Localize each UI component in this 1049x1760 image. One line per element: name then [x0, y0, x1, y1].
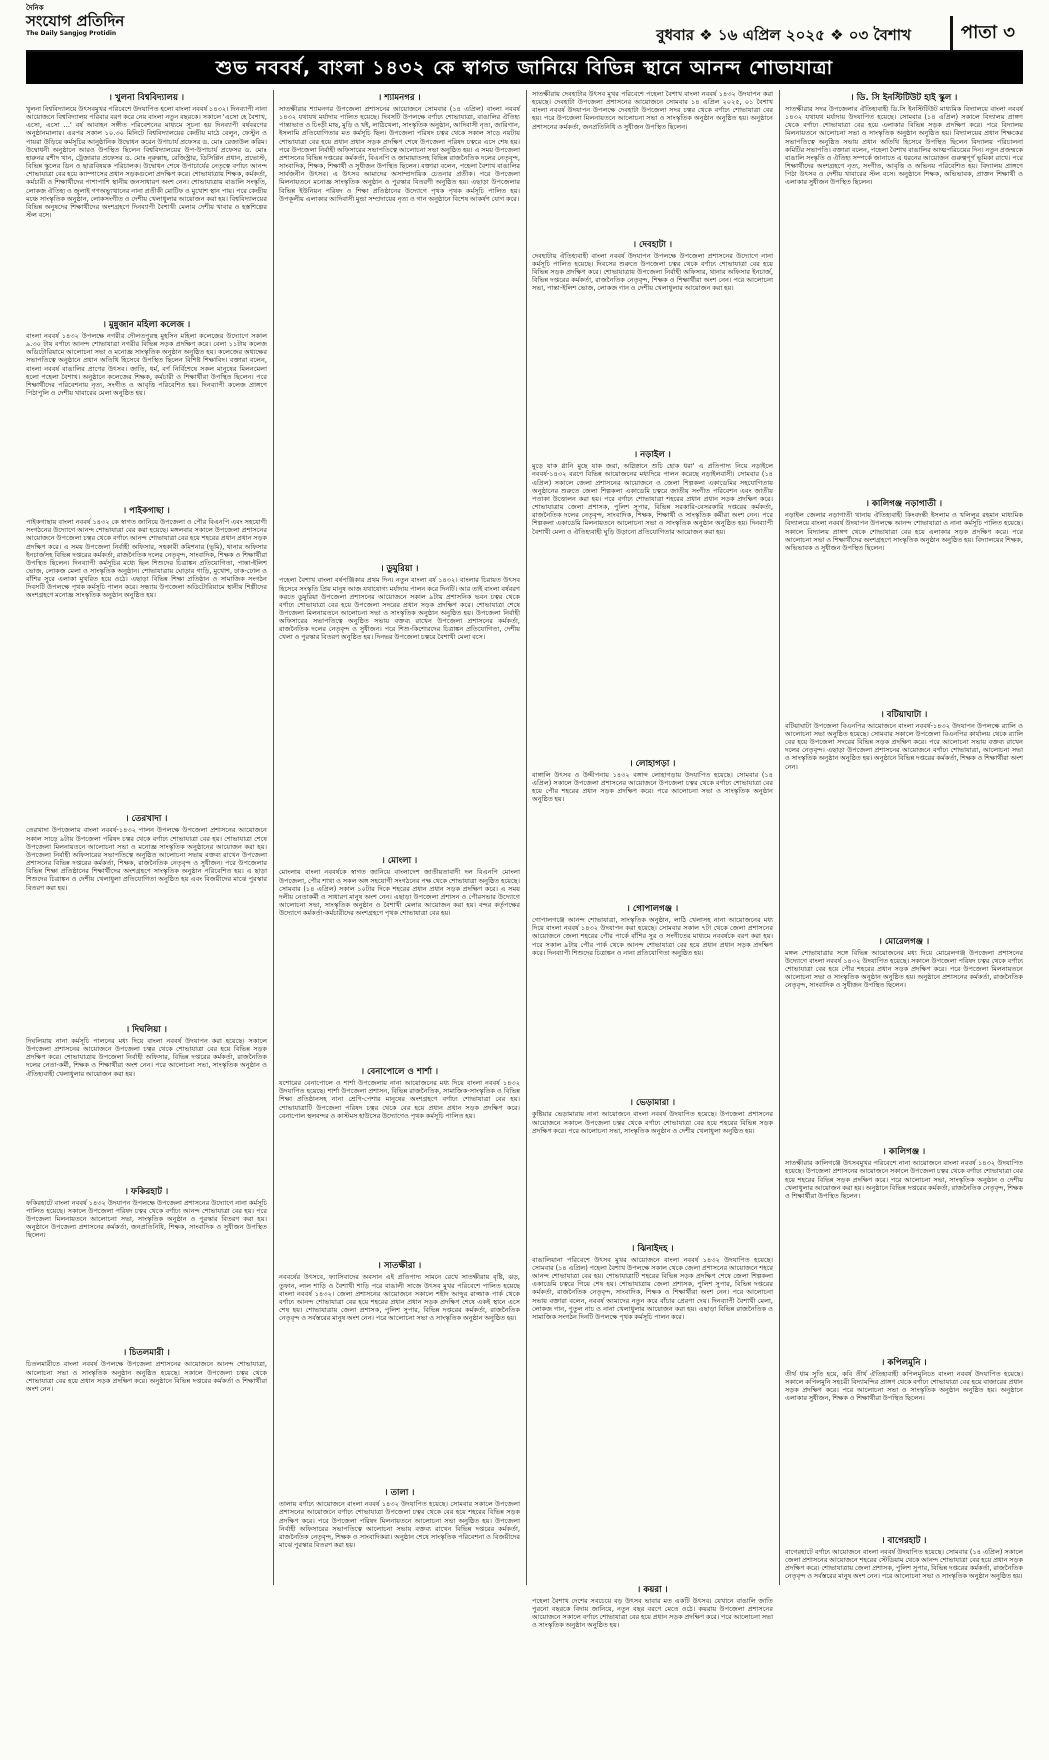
section-heading: । মোরেলগঞ্জ । — [878, 936, 930, 947]
news-section — [279, 856, 520, 1064]
section-heading: । নড়াইল । — [634, 450, 671, 461]
news-section — [26, 320, 267, 503]
newspaper-logo[interactable] — [26, 4, 176, 48]
news-section — [26, 93, 267, 317]
section-heading: । ডুমুরিয়া । — [380, 564, 419, 575]
section-heading: । বেনাপোলে ও শার্শা । — [360, 1067, 439, 1078]
section-heading: । পাইকগাছা । — [123, 506, 170, 517]
news-section — [532, 1098, 773, 1240]
body-text: সাতক্ষীরার সদর উপজেলার ঐতিহ্যবাহী ডি.সি ইনস্টিটিউট মাধ্যমিক বিদ্যালয়ে বাংলা নববর্ষ ১৪৩২ যথাযথ মর্যাদায় উদযাপিত হয়েছে। সোমবার (১৪ এপ্রিল) সকালে বিদ্যালয় প্রাঙ্গণ থেকে বর্ণাঢ্য শোভাযাত্রা বের হয়ে এলাকার বিভিন্ন সড়ক প্রদক্ষিণ করে। পরে বিদ্যালয় মিলনায়তনে আলোচনা সভা ও সাংস্কৃতিক অনুষ্ঠান অনুষ্ঠিত হয়। বিদ্যালয়ের প্রধান শিক্ষকের সভাপতিত্বে অনুষ্ঠিত সভায় প্রধান অতিথি হিসেবে উপস্থিত ছিলেন বিদ্যালয় পরিচালনা কমিটির সভাপতি। বক্তারা বলেন, পহেলা বৈশাখ বাঙালির আত্মপরিচয়ের দিন। নতুন প্রজন্মকে বাঙালি সংস্কৃতি ও ঐতিহ্য সম্পর্কে জানাতে এ ধরনের আয়োজন গুরুত্বপূর্ণ ভূমিকা রাখে। পরে শিক্ষার্থীদের অংশগ্রহণে নৃত্য, সংগীত, আবৃত্তি ও অভিনয় পরিবেশিত হয়। বিদ্যালয় প্রাঙ্গণে পিঠা উৎসব ও দেশীয় খাবারের স্টল বসে। অনুষ্ঠানে শিক্ষক, অভিভাবক, প্রাক্তন শিক্ষার্থী ও এলাকার সুধীজন উপস্থিত ছিলেন। — [785, 105, 1023, 187]
section-heading: । লোহাগড়া । — [629, 758, 676, 769]
body-text: পহেলা বৈশাখ বাংলা বর্ষপঞ্জিকার প্রথম দিন। নতুন বাংলা বর্ষ ১৪৩২। বাংলার চিরায়ত উৎসব হিসেবে সংস্কৃতি প্রিয় মানুষ আজ যথাযোগ্য মর্যাদায় পালন করে দিনটি। আর তাই বাংলা বর্ষবরণ করতে ডুমুরিয়া উপজেলা প্রশাসনের আয়োজনে সকাল ৯টায় প্রশাসনিক ভবন চত্বর থেকে বর্ণাঢ্য শোভাযাত্রা বের হয়ে উপজেলা সদরের প্রধান সড়ক প্রদক্ষিণ করে। শোভাযাত্রা শেষে উপজেলা মিলনায়তনে আলোচনা সভা ও সাংস্কৃতিক অনুষ্ঠান অনুষ্ঠিত হয়। উপজেলা নির্বাহী অফিসারের সভাপতিত্বে অনুষ্ঠিত সভায় বক্তব্য রাখেন উপজেলা প্রশাসনের কর্মকর্তা, রাজনৈতিক দলের নেতৃবৃন্দ ও সুধীজন। পরে শিশু-কিশোরদের চিত্রাঙ্কন প্রতিযোগিতা, দেশীয় খেলা ও পুরস্কার বিতরণ অনুষ্ঠিত হয়। দিনভর উপজেলা চত্বরে বৈশাখী মেলা বসে। — [279, 576, 520, 642]
section-heading: । তালা । — [384, 1488, 415, 1499]
section-body — [532, 462, 773, 755]
column-divider — [779, 90, 780, 1585]
body-text: মুড়ে যাক গ্লানি মুছে যাক জরা, অগ্নিস্নানে শুচি হোক ধরা' এ প্রতিপাদ্য নিয়ে নড়াইলে নববর্ষ-১৪৩২ বরণে বিভিন্ন আয়োজনের মধ্যদিয়ে পালন করেছে নড়াইলবাসী। সোমবার (১৪ এপ্রিল) সকালে জেলা প্রশাসনের আয়োজনে ও জেলা শিল্পকলা একাডেমির সহযোগিতায় অনুষ্ঠানের শুরুতে জেলা শিল্পকলা একাডেমি চত্বরে জাতীয় সংগীত পরিবেশন এবং জাতীয় পতাকা উত্তোলন করা হয়। পরে বর্ণাঢ্য শোভাযাত্রা শহরের প্রধান প্রধান সড়ক প্রদক্ষিণ করে। শোভাযাত্রায় জেলা প্রশাসক, পুলিশ সুপার, বিভিন্ন সরকারি-বেসরকারি দপ্তরের কর্মকর্তা, রাজনৈতিক দলের নেতৃবৃন্দ, সাংবাদিক, শিক্ষক, শিক্ষার্থী ও সাংস্কৃতিক কর্মীরা অংশ নেন। পরে শিল্পকলা একাডেমি মিলনায়তনে আলোচনা সভা ও সাংস্কৃতিক অনুষ্ঠান অনুষ্ঠিত হয়। দিনব্যাপী বৈশাখী মেলা ও ঐতিহ্যবাহী ঘুড়ি উড়ানো প্রতিযোগিতার আয়োজন করা হয়। — [532, 462, 773, 536]
news-section — [785, 1358, 1023, 1533]
section-heading: । গোপালগঞ্জ । — [626, 904, 679, 915]
section-heading: । বাগেরহাট । — [881, 1535, 927, 1546]
masthead — [26, 4, 1023, 52]
column-2 — [279, 90, 520, 1585]
body-text: বাগেরহাটে বর্ণাঢ্য আয়োজনে বাংলা নববর্ষ উদযাপিত হয়েছে। সোমবার (১৪ এপ্রিল) সকালে জেলা প্রশাসনের আয়োজনে শহরের স্টেডিয়াম থেকে আনন্দ শোভাযাত্রা বের হয়ে প্রধান সড়ক প্রদক্ষিণ করে। শোভাযাত্রায় জেলা প্রশাসক, পুলিশ সুপার, বিভিন্ন দপ্তরের কর্মকর্তা, রাজনৈতিক নেতৃবৃন্দ ও সর্বস্তরের মানুষ অংশ নেন। পরে আলোচনা সভা ও সাংস্কৃতিক অনুষ্ঠান অনুষ্ঠিত হয়। — [785, 1547, 1023, 1581]
news-section — [785, 1147, 1023, 1355]
section-body — [532, 252, 773, 448]
section-body — [785, 1159, 1023, 1355]
body-text: ফকিরহাটে বাংলা নববর্ষ ১৪৩২ উদযাপন উপলক্ষে উপজেলা প্রশাসনের উদ্যোগে নানা কর্মসূচি পালিত হয়েছে। সকালে উপজেলা পরিষদ চত্বর থেকে বর্ণাঢ্য আনন্দ শোভাযাত্রা বের হয়। পরে উপজেলা মিলনায়তনে আলোচনা সভা, সাংস্কৃতিক অনুষ্ঠান ও পুরস্কার বিতরণ করা হয়। অনুষ্ঠানে উপজেলা প্রশাসনের কর্মকর্তা, জনপ্রতিনিধি, শিক্ষক, সাংবাদিক ও সুধীজন উপস্থিত ছিলেন। — [26, 1198, 267, 1240]
body-text: পাইকগাছায় বাংলা নববর্ষ ১৪৩২ কে স্বাগত জানিয়ে উপজেলা ও পৌর বিএনপি এবং সহযোগী সংগঠনের উদ্যোগে আনন্দ শোভাযাত্রা বের করা হয়েছে। মঙ্গলবার সকালে উপজেলা প্রশাসনের আয়োজনে উপজেলা চত্বর থেকে বর্ণাঢ্য আনন্দ শোভাযাত্রা বের হয়ে শহরের প্রধান প্রধান সড়ক প্রদক্ষিণ করে। এ সময় উপজেলা নির্বাহী অফিসার, সহকারী কমিশনার (ভূমি), থানার অফিসার ইনচার্জসহ বিভিন্ন দপ্তরের কর্মকর্তা, রাজনৈতিক দলের নেতৃবৃন্দ, সাংবাদিক, শিক্ষক ও শিক্ষার্থীরা উপস্থিত ছিলেন। দিনব্যাপী কর্মসূচির মধ্যে ছিল শিশুদের চিত্রাঙ্কন প্রতিযোগিতা, পান্তা-ইলিশ ভোজ, লোকজ মেলা ও সাংস্কৃতিক অনুষ্ঠান। শোভাযাত্রায় ঘোড়ার গাড়ি, মুখোশ, ঢাক-ঢোল ও বাঁশির সুরে এলাকা মুখরিত হয়ে ওঠে। এছাড়া বিভিন্ন শিক্ষা প্রতিষ্ঠান ও সামাজিক সংগঠন দিবসটি উপলক্ষে পৃথক কর্মসূচি পালন করে। সন্ধ্যায় উপজেলা অডিটোরিয়ামে স্থানীয় শিল্পীদের অংশগ্রহণে মনোজ্ঞ সাংস্কৃতিক অনুষ্ঠান অনুষ্ঠিত হয়। — [26, 518, 267, 600]
news-section — [785, 710, 1023, 934]
section-body — [26, 1037, 267, 1184]
section-body — [279, 1500, 520, 1696]
body-text: দেবহাটায় ঐতিহ্যবাহী বাংলা নববর্ষ উদযাপন উপলক্ষে উপজেলা প্রশাসনের উদ্যোগে নানা কর্মসূচি পালিত হয়েছে। দিবসের শুরুতে উপজেলা চত্বর থেকে বর্ণাঢ্য শোভাযাত্রা বের হয়ে বিভিন্ন সড়ক প্রদক্ষিণ করে। শোভাযাত্রায় উপজেলা নির্বাহী অফিসার, থানার অফিসার ইনচার্জ, বিভিন্ন দপ্তরের কর্মকর্তা, রাজনৈতিক নেতৃবৃন্দ, শিক্ষক ও শিক্ষার্থীরা অংশ নেন। পরে আলোচনা সভা, পান্তা-ইলিশ ভোজ, লোকজ গান ও দেশীয় খেলাধুলার আয়োজন করা হয়। — [532, 251, 773, 293]
section-heading: । কপিলমুনি । — [881, 1357, 927, 1368]
section-body — [26, 518, 267, 811]
news-section — [26, 1187, 267, 1346]
section-body — [279, 1079, 520, 1258]
column-divider — [526, 90, 527, 1585]
body-text: চিতলমারীতে বাংলা নববর্ষ উপলক্ষে উপজেলা প্রশাসনের আয়োজনে আনন্দ শোভাযাত্রা, আলোচনা সভা ও সাংস্কৃতিক অনুষ্ঠান অনুষ্ঠিত হয়েছে। সকালে উপজেলা চত্বর থেকে শোভাযাত্রা বের হয়ে প্রধান সড়ক প্রদক্ষিণ করে। অনুষ্ঠানে বিভিন্ন দপ্তরের কর্মকর্তা ও শিক্ষার্থীরা অংশ নেন। — [26, 1360, 267, 1393]
section-heading: । শ্যামনগর । — [378, 93, 421, 103]
section-body — [279, 105, 520, 561]
news-section — [279, 1261, 520, 1485]
news-section — [26, 1348, 267, 1474]
news-section — [532, 904, 773, 1095]
body-text: তেরখাদা উপজেলায় বাংলা নববর্ষ-১৪৩২ পালন উপলক্ষে উপজেলা প্রশাসনের আয়োজনে সকাল সাড়ে ৯টায় উপজেলা পরিষদ চত্বর থেকে বর্ণাঢ্য শোভাযাত্রা বের হয়। শোভাযাত্রা শেষে উপজেলা মিলনায়তনে আলোচনা সভা ও মনোজ্ঞ সাংস্কৃতিক অনুষ্ঠানের আয়োজন করা হয়। উপজেলা নির্বাহী অফিসারের সভাপতিত্বে অনুষ্ঠিত আলোচনা সভায় বক্তব্য রাখেন উপজেলা প্রশাসনের বিভিন্ন দপ্তরের কর্মকর্তা, শিক্ষক, রাজনৈতিক নেতৃবৃন্দ ও সুধীজন। পরে উপজেলার বিভিন্ন শিক্ষা প্রতিষ্ঠানের শিক্ষার্থীদের অংশগ্রহণে সাংস্কৃতিক অনুষ্ঠান পরিবেশিত হয়। এ ছাড়া শিশুদের চিত্রাঙ্কন ও দেশীয় খেলাধুলা প্রতিযোগিতা অনুষ্ঠিত হয় এবং বিজয়ীদের মাঝে পুরস্কার বিতরণ করা হয়। — [26, 826, 267, 892]
body-text: নড়াইল জেলার নড়াগাতী থানায় ঐতিহ্যবাহী কিংবদন্তী ইসলাম ও খলিলুর রহমান মাধ্যমিক বিদ্যালয়ে বাংলা নববর্ষ উদযাপন উপলক্ষে আনন্দ শোভাযাত্রা ও নানা কর্মসূচি পালিত হয়েছে। সকালে বিদ্যালয় প্রাঙ্গণ থেকে শোভাযাত্রা বের হয়ে এলাকার সড়ক প্রদক্ষিণ করে। পরে আলোচনা সভা ও শিক্ষার্থীদের অংশগ্রহণে সাংস্কৃতিক অনুষ্ঠান অনুষ্ঠিত হয়। বিদ্যালয়ের শিক্ষক, অভিভাবক ও সুধীজন উপস্থিত ছিলেন। — [785, 511, 1023, 552]
column-4 — [785, 90, 1023, 1585]
logo-name: সংযোগ প্রতিদিন — [26, 12, 125, 30]
section-body — [785, 949, 1023, 1145]
section-body — [785, 1370, 1023, 1533]
article-columns — [26, 90, 1023, 1630]
section-heading: । ভেড়ামারা । — [629, 1098, 676, 1109]
body-text: মঙ্গল শোভাযাত্রার সঙ্গে বিভিন্ন আয়োজনের মধ্য দিয়ে মোরেলগঞ্জ উপজেলা প্রশাসনের উদ্যোগে বাংলা নববর্ষ ১৪৩২ উদযাপিত হয়েছে। সকালে উপজেলা পরিষদ চত্বর থেকে বর্ণাঢ্য শোভাযাত্রা বের হয়ে পৌর শহরের প্রধান সড়ক প্রদক্ষিণ করে। পরে উপজেলা মিলনায়তনে আলোচনা সভা ও সাংস্কৃতিক অনুষ্ঠান অনুষ্ঠিত হয়। অনুষ্ঠানে প্রশাসনের কর্মকর্তা, রাজনৈতিক নেতৃবৃন্দ, সাংবাদিক ও সুধীজন উপস্থিত ছিলেন। — [785, 948, 1023, 990]
body-text: খুলনা বিশ্ববিদ্যালয়ে উৎসবমুখর পরিবেশে উদযাপিত হলো বাংলা নববর্ষ ১৪৩২। দিনব্যাপী নানা আয়োজনে বিশ্ববিদ্যালয় পরিবার বরণ করে নেয় বাংলা নতুন বছরকে। সকালে 'এসো হে বৈশাখ, এসো, এসো ...' বর্ষ আবাহন সঙ্গীত পরিবেশনের মাধ্যমে সূচনা হয় দিনব্যাপী বর্ষবরণের অনুষ্ঠানমালার। এরপর সকাল ১০.৩০ মিনিটে বিশ্ববিদ্যালয়ের কেন্দ্রীয় মাঠে বেলুন, ফেস্টুন ও পায়রা উড়িয়ে কর্মসূচির আনুষ্ঠানিক উদ্বোধন করেন উপাচার্য প্রফেসর ড. মোঃ রেজাউল করিম। উদ্বোধনী অনুষ্ঠানে আরও উপস্থিত ছিলেন বিশ্ববিদ্যালয়ের উপ-উপাচার্য প্রফেসর ড. মোঃ হারুনর রশীদ খান, ট্রেজারার প্রফেসর ড. মোঃ নূরুল্লাহ, রেজিস্ট্রার, ডিসিপ্লিন প্রধান, প্রভোস্ট, বিভিন্ন স্কুলের ডিন ও ছাত্রবিষয়ক পরিচালক। উদ্বোধন শেষে উপাচার্যের নেতৃত্বে বর্ণাঢ্য আনন্দ শোভাযাত্রা বের হয়ে ক্যাম্পাসের প্রধান সড়কগুলো প্রদক্ষিণ করে। শোভাযাত্রায় শিক্ষক, কর্মকর্তা, কর্মচারী ও শিক্ষার্থীদের পাশাপাশি স্থানীয় জনসাধারণ অংশ নেন। শোভাযাত্রায় বাঙালি সংস্কৃতি, লোকজ ঐতিহ্য ও জুলাই গণঅভ্যুত্থানের নানা প্রতীকী মোটিফ ও মুখোশ স্থান পায়। পরে কেন্দ্রীয় মঞ্চে সাংস্কৃতিক অনুষ্ঠান, লোকসংগীত ও দেশীয় খেলাধুলার আয়োজন করা হয়। বিশ্ববিদ্যালয়ের বিভিন্ন অনুষদের শিক্ষার্থীদের অংশগ্রহণে দিনব্যাপী বৈশাখী মেলায় দেশীয় খাবার ও হস্তশিল্পের স্টল বসে। — [26, 105, 267, 220]
section-body — [279, 576, 520, 853]
section-heading: । খুলনা বিশ্ববিদ্যালয় । — [108, 93, 185, 103]
news-section — [532, 450, 773, 755]
section-body — [532, 90, 773, 237]
body-text: দিঘলিয়ায় নানা কর্মসূচি পালনের মধ্য দিয়ে বাংলা নববর্ষ উদযাপন করা হয়েছে। সকালে উপজেলা প্রশাসনের আয়োজনে উপজেলা চত্বর থেকে শোভাযাত্রা বের হয়ে বিভিন্ন সড়ক প্রদক্ষিণ করে। শোভাযাত্রায় উপজেলা নির্বাহী অফিসার, বিভিন্ন দপ্তরের কর্মকর্তা, রাজনৈতিক দলের নেতা-কর্মী, শিক্ষক ও শিক্ষার্থীরা অংশ নেন। পরে আলোচনা সভা, সাংস্কৃতিক অনুষ্ঠান ও ঐতিহ্যবাহী খেলাধুলার আয়োজন করা হয়। — [26, 1037, 267, 1078]
body-text: বাংলা নববর্ষ ১৪৩২ উপলক্ষে নগরীর দৌলতপুরস্থ মুহসিন মহিলা কলেজের উদ্যোগে সকাল ৯.৩০ টায় বর্ণাঢ্য আনন্দ শোভাযাত্রা নগরীর বিভিন্ন সড়ক প্রদক্ষিণ করে। বেলা ১১টায় কলেজ অডিটোরিয়ামে আলোচনা সভা ও মনোজ্ঞ সাংস্কৃতিক অনুষ্ঠান অনুষ্ঠিত হয়। কলেজের অধ্যক্ষের সভাপতিত্বে অনুষ্ঠানে প্রধান অতিথি হিসেবে উপস্থিত ছিলেন বিশিষ্ট শিক্ষাবিদ। বক্তারা বলেন, বাংলা নববর্ষ বাঙালির প্রাণের উৎসব। জাতি, ধর্ম, বর্ণ নির্বিশেষে সকল মানুষের মিলনমেলা হলো পহেলা বৈশাখ। অনুষ্ঠানে কলেজের শিক্ষক, কর্মচারী ও শিক্ষার্থীরা উপস্থিত ছিলেন। পরে শিক্ষার্থীদের পরিবেশনায় নৃত্য, সংগীত ও আবৃত্তি পরিবেশিত হয়। দিনব্যাপী কলেজ প্রাঙ্গণে পিঠাপুলি ও দেশীয় খাবারের মেলা অনুষ্ঠিত হয়। — [26, 331, 267, 397]
section-body — [532, 1597, 773, 1760]
section-heading: । সাতক্ষীরা । — [377, 1261, 422, 1272]
body-text: সাতক্ষীরায় দেবহাটার উৎসব মুখর পরিবেশে পহেলা বৈশাখ বাংলা নববর্ষ ১৪৩২ উদযাপন করা হয়েছে। দেবহাটা উপজেলা প্রশাসনের আয়োজনে সোমবার ১৪ এপ্রিল ২০২৫, ০১ বৈশাখ বাংলা নববর্ষ উদযাপন উপলক্ষে দেবহাটা উপজেলা সদর চত্বর থেকে বর্ণাঢ্য শোভাযাত্রা বের হয়। পরে উপজেলা মিলনায়তনে আলোচনা সভা ও সাংস্কৃতিক অনুষ্ঠান অনুষ্ঠিত হয়। অনুষ্ঠানে প্রশাসনের কর্মকর্তা, জনপ্রতিনিধি ও সুধীজন উপস্থিত ছিলেন। — [532, 90, 773, 131]
logo-english: The Daily Sangjog Protidin — [26, 30, 117, 37]
body-text: বটিয়াঘাটা উপজেলা বিএনপির আয়োজনে বাংলা নববর্ষ-১৪৩২ উদযাপন উপলক্ষে র‍্যালি ও আলোচনা সভা অনুষ্ঠিত হয়েছে। সোমবার সকালে উপজেলা বিএনপির কার্যালয় থেকে র‍্যালি বের হয়ে উপজেলা সদরের বিভিন্ন সড়ক প্রদক্ষিণ করে। পরে আলোচনা সভায় বক্তব্য রাখেন দলের নেতৃবৃন্দ। এছাড়া উপজেলা প্রশাসনের আয়োজনে বর্ণাঢ্য শোভাযাত্রা, আলোচনা সভা ও সাংস্কৃতিক অনুষ্ঠান অনুষ্ঠিত হয়। অনুষ্ঠানে বিভিন্ন দপ্তরের কর্মকর্তা, শিক্ষক ও শিক্ষার্থীরা অংশ নেন। — [785, 721, 1023, 771]
news-section — [279, 93, 520, 561]
news-section — [532, 240, 773, 448]
section-heading: । কালিগঞ্জ । — [882, 1147, 926, 1158]
section-body — [785, 1548, 1023, 1727]
section-heading: । চিতলমারী । — [123, 1348, 170, 1359]
news-section — [26, 506, 267, 811]
section-heading: । মুন্নুজান মহিলা কলেজ । — [102, 319, 191, 330]
body-text: তালায় বর্ণাঢ্য আয়োজনে বাংলা নববর্ষ ১৪৩২ উদযাপিত হয়েছে। সোমবার সকালে উপজেলা প্রশাসনের আয়োজনে বর্ণাঢ্য শোভাযাত্রা উপজেলা চত্বর থেকে বের হয়ে শহরের বিভিন্ন সড়ক প্রদক্ষিণ করে। পরে উপজেলা পরিষদ মিলনায়তনে আলোচনা সভা অনুষ্ঠিত হয়। উপজেলা নির্বাহী অফিসারের সভাপতিত্বে আলোচনা সভায় বক্তব্য রাখেন বিভিন্ন দপ্তরের কর্মকর্তা, রাজনৈতিক নেতৃবৃন্দ, শিক্ষক ও সাংবাদিকরা। অনুষ্ঠান শেষে সাংস্কৃতিক পরিবেশনা ও বিজয়ীদের মাঝে পুরস্কার বিতরণ করা হয়। — [279, 1500, 520, 1550]
news-section — [532, 1585, 773, 1760]
section-heading: । ফকিরহাট । — [124, 1186, 169, 1197]
news-section — [279, 1488, 520, 1696]
section-body — [26, 1199, 267, 1346]
body-text: কুষ্টিয়ার ভেড়ামারায় নানা আয়োজনে বাংলা নববর্ষ উদযাপিত হয়েছে। উপজেলা প্রশাসনের আয়োজনে সকালে উপজেলা চত্বর থেকে বর্ণাঢ্য শোভাযাত্রা বের হয়ে শহরের বিভিন্ন সড়ক প্রদক্ষিণ করে। পরে আলোচনা সভা, সাংস্কৃতিক অনুষ্ঠান ও দেশীয় খেলাধুলা অনুষ্ঠিত হয়। — [532, 1110, 773, 1135]
section-body — [26, 105, 267, 317]
section-body — [532, 771, 773, 901]
headline-banner: শুভ নববর্ষ, বাংলা ১৪৩২ কে স্বাগত জানিয়ে বিভিন্ন স্থানে আনন্দ শোভাযাত্রা — [26, 52, 1023, 84]
section-heading: । দিঘলিয়া । — [126, 1025, 167, 1036]
section-heading: । দেবহাটা । — [632, 239, 673, 250]
section-heading: । বটিয়াঘাটা । — [880, 709, 928, 720]
section-body — [532, 1110, 773, 1240]
section-heading: । কালিগঞ্জ নড়াগাতী । — [865, 499, 943, 510]
news-section — [279, 564, 520, 853]
section-body — [785, 511, 1023, 707]
dateline: বুধবার ❖ ১৬ এপ্রিল ২০২৫ ❖ ০৩ বৈশাখ — [656, 26, 911, 44]
news-section — [785, 1536, 1023, 1727]
news-section — [785, 499, 1023, 707]
section-heading: । কয়রা । — [637, 1584, 668, 1595]
news-section — [532, 759, 773, 901]
section-body — [785, 105, 1023, 496]
body-text: পহেলা বৈশাখ দেশের সবচেয়ে বড় উৎসব ভাবার মত একটি উৎসব। যেখানে বাঙালি জাতি পুরনো বছরকে বিদায় জানিয়ে, নতুন বছর বরণে মেতে ওঠে। কয়রায় উপজেলা প্রশাসনের আয়োজনে সকালে বর্ণাঢ্য শোভাযাত্রা বের হয়ে প্রধান সড়ক প্রদক্ষিণ করে। পরে আলোচনা সভা ও সাংস্কৃতিক অনুষ্ঠান অনুষ্ঠিত হয়। — [532, 1596, 773, 1630]
body-text: বাঙ্গালি উৎসব ও উদ্দীপনায় ১৪৩২ বঙ্গাব্দ লোহাগড়ায় উদযাপিত হয়েছে। সোমবার (১৪ এপ্রিল) সকালে উপজেলা প্রশাসনের আয়োজনে উপজেলা চত্বর থেকে বর্ণাঢ্য শোভাযাত্রা বের হয়ে পৌর শহরের প্রধান সড়ক প্রদক্ষিণ করে। পরে আলোচনা সভা ও সাংস্কৃতিক অনুষ্ঠান অনুষ্ঠিত হয়। — [532, 770, 773, 804]
body-text: সাতক্ষীরার কালিগঞ্জে উৎসবমুখর পরিবেশে নানা আয়োজনে বাংলা নববর্ষ ১৪৩২ উদযাপিত হয়েছে। উপজেলা প্রশাসনের আয়োজনে সকালে উপজেলা চত্বর থেকে বর্ণাঢ্য শোভাযাত্রা বের হয়ে শহরের বিভিন্ন সড়ক প্রদক্ষিণ করে। পরে আলোচনা সভা, সাংস্কৃতিক অনুষ্ঠান ও দেশীয় খেলাধুলার আয়োজন করা হয়। অনুষ্ঠানে বিভিন্ন দপ্তরের কর্মকর্তা, রাজনৈতিক নেতৃবৃন্দ, শিক্ষক ও শিক্ষার্থীরা উপস্থিত ছিলেন। — [785, 1159, 1023, 1200]
news-section — [532, 90, 773, 237]
section-heading: । মোংলা । — [381, 856, 418, 867]
section-body — [532, 916, 773, 1095]
column-3 — [532, 90, 773, 1630]
section-body — [26, 332, 267, 503]
section-body — [279, 1273, 520, 1485]
news-section — [532, 1244, 773, 1582]
section-body — [532, 1256, 773, 1582]
news-section — [26, 814, 267, 1022]
column-divider — [273, 90, 274, 1585]
section-heading: । তেরখাদা । — [125, 814, 168, 825]
section-body — [279, 868, 520, 1064]
column-1 — [26, 90, 267, 1585]
body-text: মোংলায় বাংলা নববর্ষকে স্বাগত জানিয়ে বাংলাদেশ জাতীয়তাবাদী দল বিএনপি মোংলা উপজেলা, পৌর শাখা ও সকল অঙ্গ সহযোগী সংগঠনের পক্ষ থেকে শোভাযাত্রা অনুষ্ঠিত হয়েছে। সোমবার (১৪ এপ্রিল) সকাল ১০টার দিকে শহরের প্রধান প্রধান সড়ক প্রদক্ষিণ করে। এ সময় দলীয় নেতাকর্মী ও সাধারণ মানুষ অংশ নেন। এছাড়া উপজেলা প্রশাসন ও পৌরসভার উদ্যোগে আলোচনা সভা, সাংস্কৃতিক অনুষ্ঠান ও বৈশাখী মেলার আয়োজন করা হয়। বন্দর কর্তৃপক্ষের উদ্যোগে কর্মকর্তা-কর্মচারীদের অংশগ্রহণে পৃথক শোভাযাত্রা বের হয়। — [279, 868, 520, 918]
news-section — [279, 1067, 520, 1258]
section-heading: । ঝিনাইদহ । — [631, 1243, 674, 1254]
body-text: বাঙালিয়ানা পরিবেশে উৎসব মুখর আয়োজনে বাংলা নববর্ষ ১৪৩২ উদযাপিত হয়েছে। সোমবার (১৪ এপ্রিল) পহেলা বৈশাখ উপলক্ষে সকাল থেকে জেলা প্রশাসনের আয়োজনে শহরে আনন্দ শোভাযাত্রা বের হয়। শোভাযাত্রাটি শহরের বিভিন্ন সড়ক প্রদক্ষিণ শেষে জেলা শিল্পকলা একাডেমি চত্বরে গিয়ে শেষ হয়। শোভাযাত্রায় জেলা প্রশাসক, পুলিশ সুপার, বিভিন্ন দপ্তরের কর্মকর্তা, রাজনৈতিক নেতৃবৃন্দ, সাংবাদিক, শিক্ষক ও শিক্ষার্থীরা অংশ নেন। পরে আলোচনা সভায় বক্তারা বলেন, নববর্ষ আমাদের নতুন করে বাঁচার প্রেরণা দেয়। দিনব্যাপী বৈশাখী মেলা, লোকজ গান, পুতুল নাচ ও নানা খেলাধুলার আয়োজন করা হয়। এছাড়া বিভিন্ন রাজনৈতিক ও সামাজিক সংগঠন দিনটি উপলক্ষে পৃথক কর্মসূচি পালন করে। — [532, 1255, 773, 1321]
logo-prefix: দৈনিক — [26, 4, 44, 12]
body-text: নববর্ষের উৎসবে, ফ্যাসিবাদের অবসান এই প্রতিপাদ্য সামনে রেখে সাতক্ষীরায় বৃষ্টি, ঝড়, তুফান, লাল শাড়ি ও বৈশাখী শাড়ি পরে বাঙালী সাজে উৎসব মুখর পরিবেশে পালিত হয়েছে বাংলা নববর্ষ ১৪৩২। জেলা প্রশাসনের আয়োজনে সকালে শহীদ আব্দুর রাজ্জাক পার্ক থেকে বর্ণাঢ্য আনন্দ শোভাযাত্রা বের হয়ে শহরের প্রধান প্রধান সড়ক প্রদক্ষিণ শেষে একই স্থানে এসে শেষ হয়। শোভাযাত্রায় জেলা প্রশাসক, পুলিশ সুপার, বিভিন্ন দপ্তরের কর্মকর্তা, রাজনৈতিক নেতৃবৃন্দ ও সর্বস্তরের মানুষ অংশ নেন। পরে আলোচনা সভা ও সাংস্কৃতিক অনুষ্ঠান অনুষ্ঠিত হয়। — [279, 1273, 520, 1323]
section-body — [26, 826, 267, 1022]
news-section — [785, 937, 1023, 1145]
body-text: গোপালগঞ্জে আনন্দ শোভাযাত্রা, সাংস্কৃতিক অনুষ্ঠান, লাঠি খেলাসহ নানা আয়োজনের মধ্য দিয়ে বাংলা নববর্ষ ১৪৩২ উদযাপন করা হয়েছে। সোমবার সকাল ৭টা থেকে জেলা প্রশাসনের আয়োজনে জেলা শহরের পৌর পার্কে বাঁশির সুর ও সংগীতের মাধ্যমে নববর্ষকে বরণ করা হয়। পরে সকাল ৯টায় পৌর পার্ক থেকে আনন্দ শোভাযাত্রা বের হয়ে প্রধান প্রধান সড়ক প্রদক্ষিণ করে। দিনব্যাপী শিশুদের চিত্রাঙ্কন ও নানা প্রতিযোগিতা অনুষ্ঠিত হয়। — [532, 916, 773, 957]
body-text: তীর্থ ধাম সুতি হয়ে, কবি তীর্থ ঐতিহ্যবাহী কপিলমুনিতে বাংলা নববর্ষ উদযাপিত হয়েছে। সকালে কপিলমুনি সহচরী বিদ্যামন্দির প্রাঙ্গণ থেকে বর্ণাঢ্য শোভাযাত্রা বের হয়ে বাজারের প্রধান সড়ক প্রদক্ষিণ করে। পরে আলোচনা সভা ও সাংস্কৃতিক অনুষ্ঠান অনুষ্ঠিত হয়। অনুষ্ঠানে এলাকার সুধীজন, শিক্ষক ও শিক্ষার্থীরা উপস্থিত ছিলেন। — [785, 1369, 1023, 1403]
body-text: যশোরের বেনাপোলে ও শার্শা উপজেলায় নানা আয়োজনের মধ্য দিয়ে বাংলা নববর্ষ ১৪৩২ উদযাপিত হয়েছে। শার্শা উপজেলা প্রশাসন, বিভিন্ন রাজনৈতিক, সামাজিক-সাংস্কৃতিক ও বিভিন্ন শিক্ষা প্রতিষ্ঠানসহ নানা শ্রেণি-পেশার মানুষের অংশগ্রহণে বর্ণাঢ্য শোভাযাত্রা বের হয়। শোভাযাত্রাটি উপজেলা পরিষদ চত্বর থেকে বের হয়ে প্রধান প্রধান সড়ক প্রদক্ষিণ করে। বেনাপোল স্থলবন্দর ও কাস্টমস হাউসের উদ্যোগেও পৃথক কর্মসূচি পালিত হয়। — [279, 1079, 520, 1120]
page-number: পাতা ৩ — [950, 16, 1023, 51]
section-heading: । ডি. সি ইনস্টিটিউট হাই স্কুল । — [850, 93, 958, 103]
body-text: সাতক্ষীরার শ্যামনগর উপজেলা প্রশাসনের আয়োজনে সোমবার (১৪ এপ্রিল) বাংলা নববর্ষ ১৪৩২ যথাযথ মর্যাদায় পালিত হয়েছে। দিবসটি উপলক্ষে বর্ণাঢ্য শোভাযাত্রা, বাঙালির ঐতিহ্য পান্তাভাত ও চিংড়ী মাছ, মুড়ি ও খই, লাঠিখেলা, সাংস্কৃতিক অনুষ্ঠান, আদিবাসী নৃত্য, জারিগান, ইসলামি প্রতিযোগিতার মত কর্মসূচি ছিল। উপজেলা পরিষদ চত্বর থেকে সকাল সাড়ে নয়টায় শোভাযাত্রা বের হয়ে প্রধান প্রধান সড়ক প্রদক্ষিণ শেষে উপজেলা পরিষদ চত্বরে এসে শেষ হয়। পরে উপজেলা নির্বাহী অফিসারের সভাপতিত্বে আলোচনা সভা অনুষ্ঠিত হয়। এ সময় উপজেলা প্রশাসনের বিভিন্ন দপ্তরের কর্মকর্তা, বিএনপি ও জামায়াতসহ বিভিন্ন রাজনৈতিক দলের নেতৃবৃন্দ, সাংবাদিক, শিক্ষক, শিক্ষার্থী ও সুধীজন উপস্থিত ছিলেন। বক্তারা বলেন, পহেলা বৈশাখ বাঙালির সার্বজনীন উৎসব। এ উৎসব আমাদের অসাম্প্রদায়িক চেতনার প্রতীক। পরে উপজেলা মিলনায়তনে মনোজ্ঞ সাংস্কৃতিক অনুষ্ঠান ও পুরস্কার বিতরণী অনুষ্ঠিত হয়। এছাড়া উপজেলার বিভিন্ন ইউনিয়ন পরিষদ ও শিক্ষা প্রতিষ্ঠানের উদ্যোগে পৃথক পৃথক কর্মসূচি পালিত হয়। উপকূলীয় এলাকার আদিবাসী মুন্ডা সম্প্রদায়ের নৃত্য ও গান অনুষ্ঠানে বিশেষ আকর্ষণ যোগ করে। — [279, 105, 520, 203]
news-section — [785, 93, 1023, 496]
section-body — [785, 722, 1023, 934]
section-body — [26, 1360, 267, 1474]
news-section — [26, 1025, 267, 1184]
